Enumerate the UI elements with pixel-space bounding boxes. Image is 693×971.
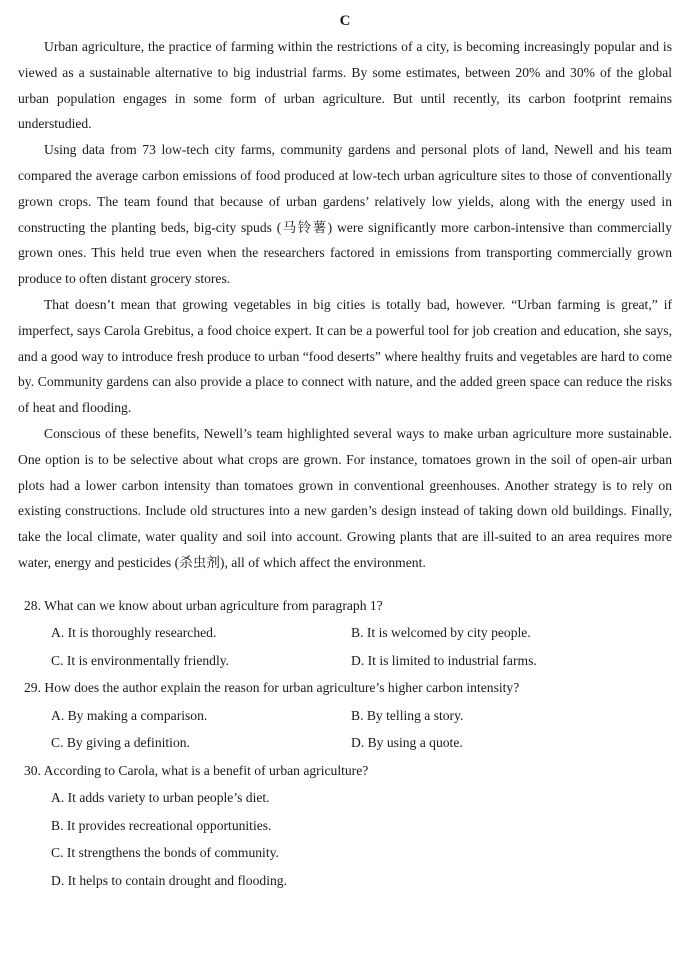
passage-paragraph-1: Urban agriculture, the practice of farming within the restrictions of a city, is becoming increasingly popular and is viewed as a sustainable alternative to big industrial farms. By some estimates, between 20% and 30% of the global urban population engages in some form of urban agriculture. But until recently, its carbon footprint remains understudied. xyxy=(18,39,672,132)
question-stem: 28. What can we know about urban agriculture from paragraph 1? xyxy=(24,597,383,613)
option-b[interactable]: B. It provides recreational opportunities. xyxy=(51,817,272,833)
passage xyxy=(18,34,672,576)
question-29 xyxy=(18,674,672,757)
question-stem: 29. How does the author explain the reason for urban agriculture’s higher carbon intensity? xyxy=(24,680,520,696)
passage-paragraph-3: That doesn’t mean that growing vegetables in big cities is totally bad, however. “Urban farming is great,” if imperfect, says Carola Grebitus, a food choice expert. It can be a powerful tool for job creation and education, she says, and a good way to introduce fresh produce to urban “food deserts” where healthy fruits and vegetables are hard to come by. Community gardens can also provide a place to connect with nature, and the added green space can reduce the risks of heat and flooding. xyxy=(18,296,672,416)
question-30 xyxy=(18,757,672,895)
option-b[interactable]: B. By telling a story. xyxy=(351,707,464,723)
option-a[interactable]: A. It is thoroughly researched. xyxy=(51,625,217,641)
option-d[interactable]: D. It helps to contain drought and flooding. xyxy=(51,872,287,888)
question-list xyxy=(18,592,672,895)
option-row xyxy=(18,729,672,757)
question-stem: 30. According to Carola, what is a benefit of urban agriculture? xyxy=(24,762,369,778)
option-d[interactable]: D. It is limited to industrial farms. xyxy=(351,652,537,668)
option-b[interactable]: B. It is welcomed by city people. xyxy=(351,625,531,641)
option-c[interactable]: C. It strengthens the bonds of community. xyxy=(51,845,279,861)
option-a[interactable]: A. By making a comparison. xyxy=(51,707,208,723)
passage-paragraph-4: Conscious of these benefits, Newell’s team highlighted several ways to make urban agriculture more sustainable. One option is to be selective about what crops are grown. For instance, tomatoes grown in the soil of open-air urban plots had a lower carbon intensity than tomatoes grown in conventional greenhouses. Another strategy is to rely on existing constructions. Include old structures into a new garden’s design instead of taking down old buildings. Finally, take the local climate, water quality and soil into account. Growing plants that are ill-suited to an area requires more water, energy and pesticides (杀虫剂), all of which affect the environment. xyxy=(18,425,672,570)
question-28 xyxy=(18,592,672,675)
option-a[interactable]: A. It adds variety to urban people’s diet. xyxy=(51,790,270,806)
option-c[interactable]: C. By giving a definition. xyxy=(51,735,190,751)
option-row xyxy=(18,702,672,730)
exam-page xyxy=(18,10,672,894)
option-d[interactable]: D. By using a quote. xyxy=(351,735,463,751)
option-row xyxy=(18,619,672,647)
option-row xyxy=(18,647,672,675)
section-letter: C xyxy=(339,13,351,29)
option-c[interactable]: C. It is environmentally friendly. xyxy=(51,652,230,668)
passage-paragraph-2: Using data from 73 low-tech city farms, community gardens and personal plots of land, Newell and his team compared the average carbon emissions of food produced at low-tech urban agriculture sites to those of conventionally grown crops. The team found that because of urban gardens’ relatively low yields, along with the energy used in constructing the planting beds, big-city spuds (马铃薯) were significantly more carbon-intensive than commercially grown ones. This held true even when the researchers factored in emissions from transporting commercially grown produce to often distant grocery stores. xyxy=(18,142,672,287)
